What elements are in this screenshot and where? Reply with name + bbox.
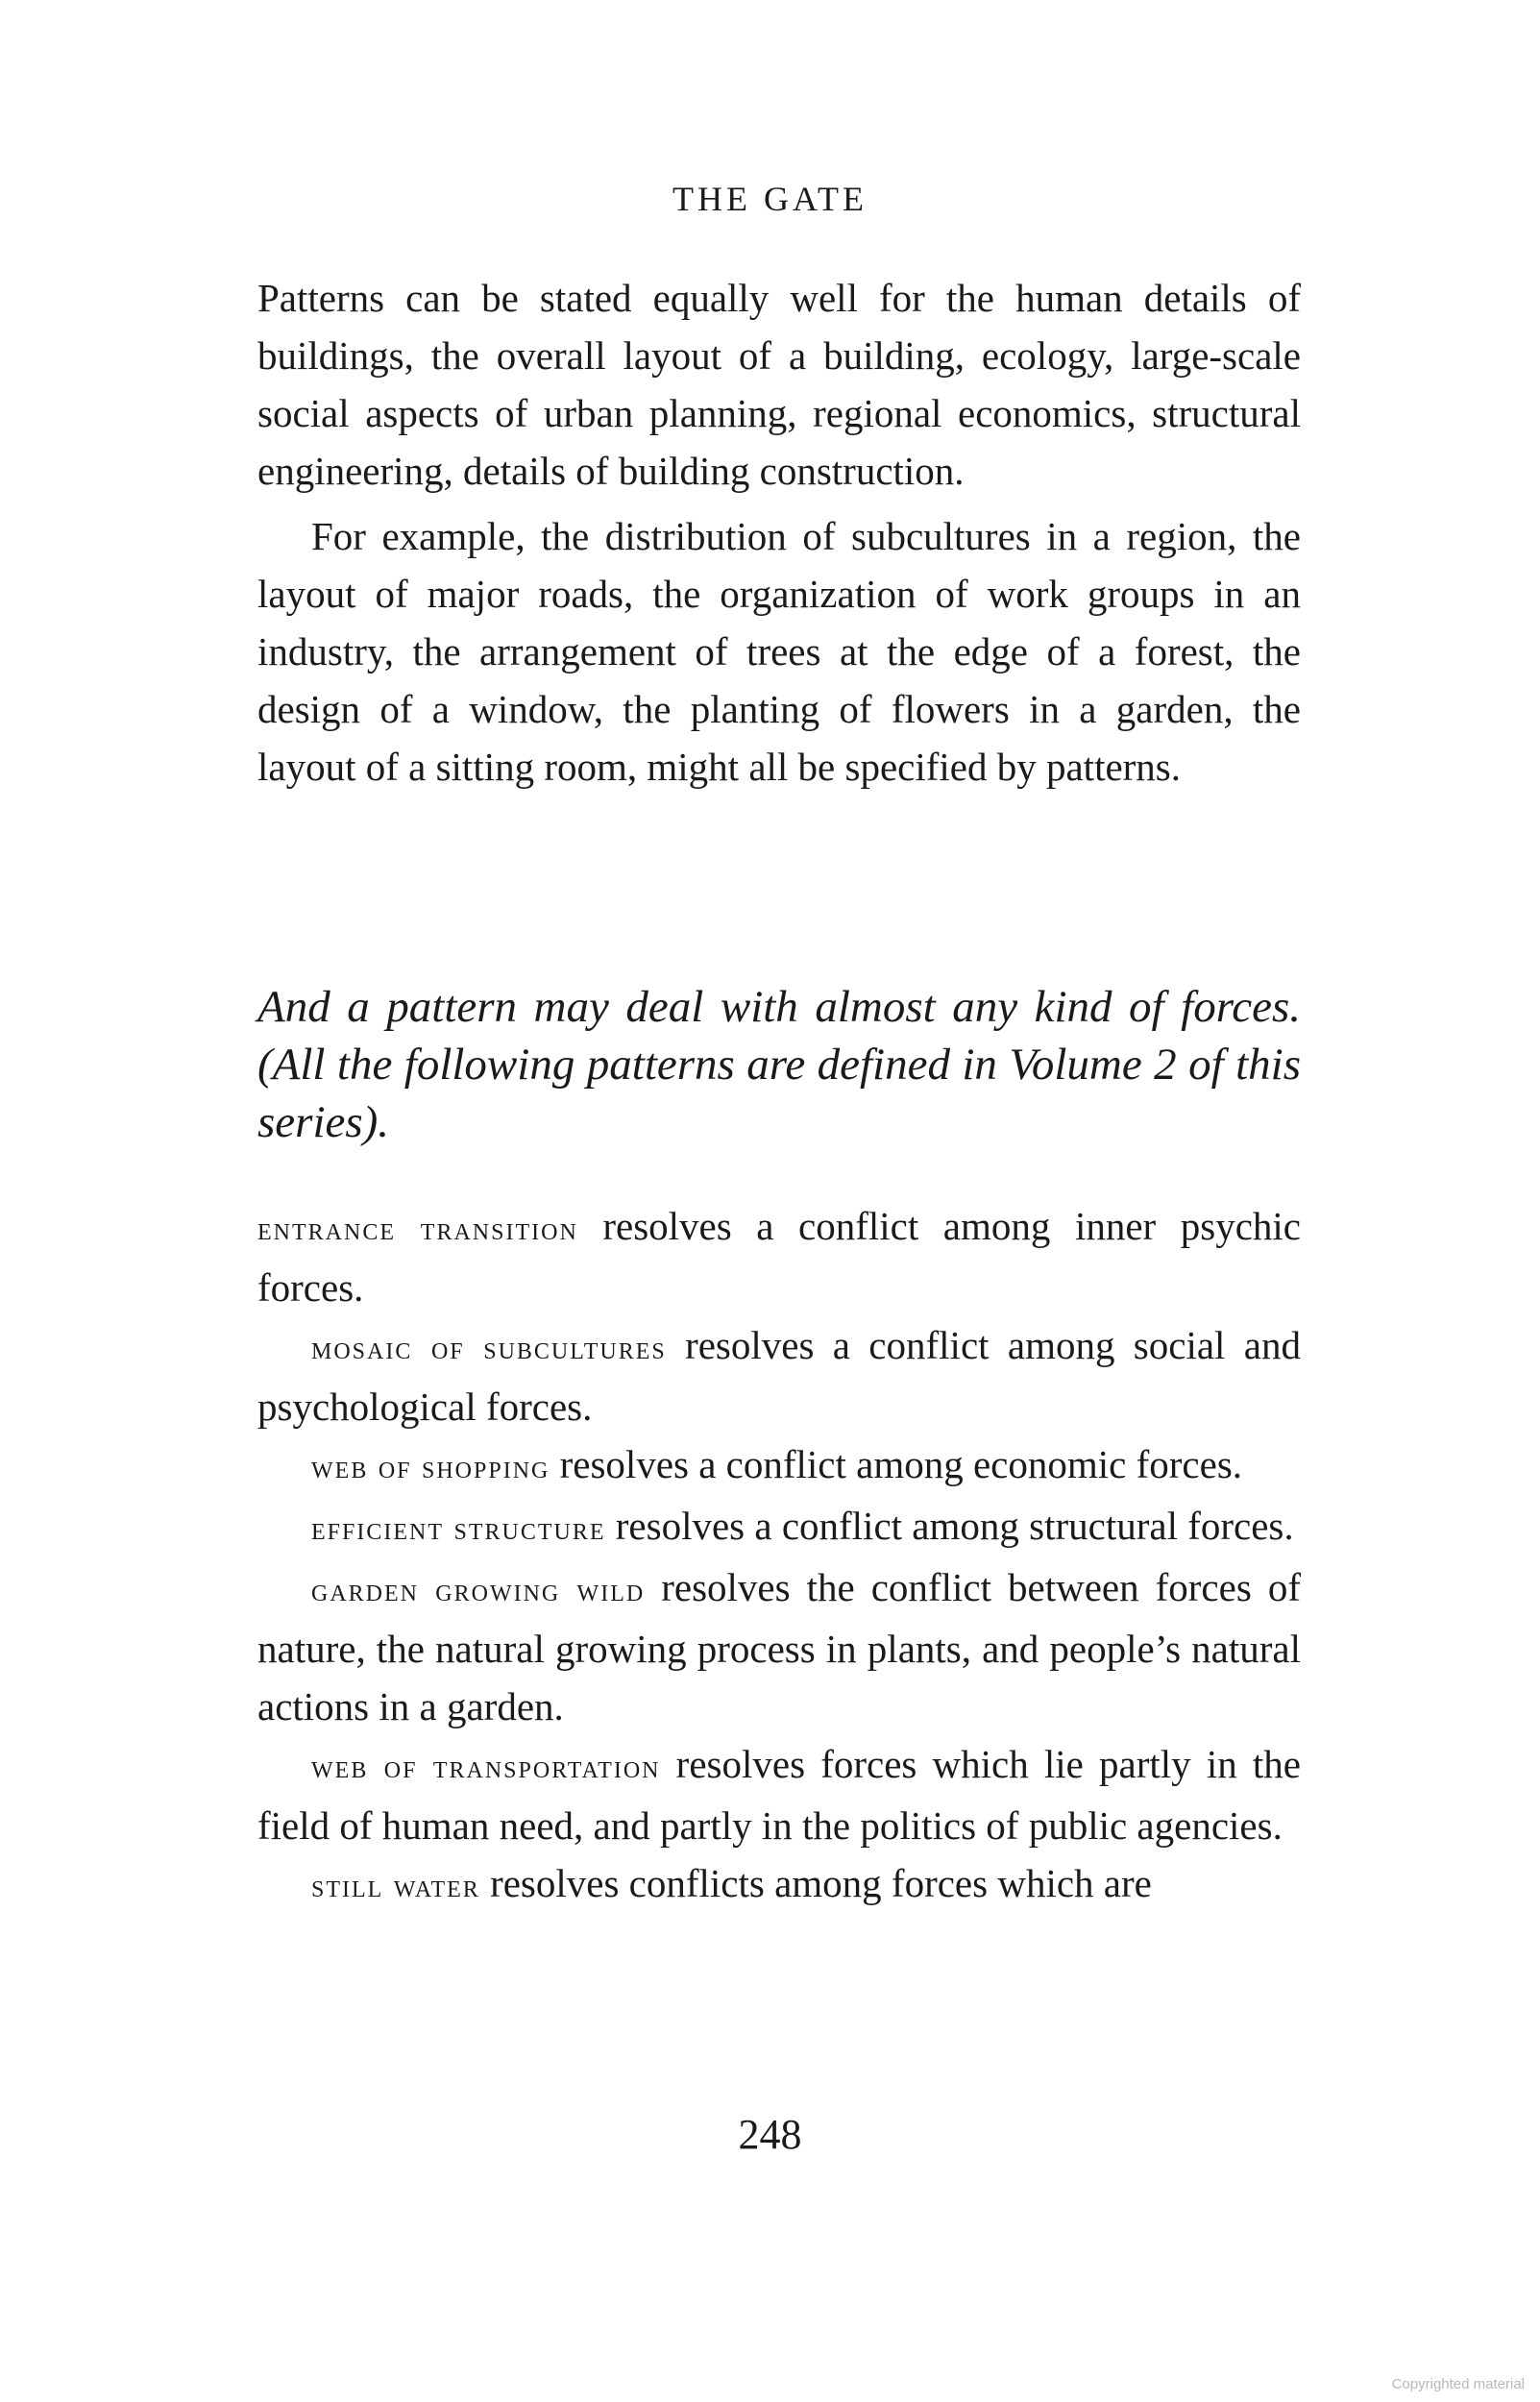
- pattern-description: resolves a conflict among inner psychic forces.: [257, 1204, 1301, 1310]
- pattern-name: still water: [311, 1869, 480, 1904]
- pattern-name: efficient structure: [311, 1511, 606, 1547]
- pattern-example: [257, 1854, 1301, 1916]
- pattern-name: web of shopping: [311, 1450, 550, 1485]
- pattern-name: web of transportation: [311, 1750, 661, 1785]
- pattern-description: resolves a conflict among structural forces.: [605, 1504, 1294, 1548]
- page-number: 248: [738, 2111, 802, 2158]
- intro-section: [257, 269, 1301, 796]
- pattern-example: [257, 1197, 1301, 1316]
- intro-paragraph-1: Patterns can be stated equally well for the human details of buildings, the overall layout of a building, ecology, large-scale social aspects of urban planning, regional economics, structural engineering, details of building construction.: [257, 276, 1301, 493]
- pattern-example: [257, 1435, 1301, 1497]
- pattern-example: [257, 1316, 1301, 1435]
- pattern-description: resolves a conflict among economic forces.: [550, 1442, 1243, 1486]
- pattern-description: resolves the conflict between forces of nature, the natural growing process in plants, and people’s natural actions in a garden.: [257, 1565, 1301, 1728]
- pattern-example: [257, 1735, 1301, 1854]
- pattern-name: entrance transition: [257, 1212, 578, 1247]
- copyright-watermark: Copyrighted material: [1391, 2376, 1525, 2392]
- pattern-name: garden growing wild: [311, 1573, 646, 1608]
- running-head: THE GATE: [672, 180, 868, 218]
- thesis-statement: And a pattern may deal with almost any kind of forces. (All the following patterns are defined in Volume 2 of this series).: [257, 982, 1301, 1147]
- pattern-name: mosaic of subcultures: [311, 1331, 667, 1366]
- pattern-description: resolves conflicts among forces which are: [479, 1861, 1152, 1905]
- pattern-description: resolves forces which lie partly in the field of human need, and partly in the politics of public agencies.: [257, 1742, 1301, 1848]
- intro-paragraph-2: For example, the distribution of subcultures in a region, the layout of major roads, the organization of work groups in an industry, the arrangement of trees at the edge of a forest, the design of a window, the planting of flowers in a garden, the layout of a sitting room, might all be specified by patterns.: [257, 514, 1301, 789]
- pattern-example: [257, 1497, 1301, 1558]
- pattern-example: [257, 1558, 1301, 1735]
- pattern-description: resolves a conflict among social and psychological forces.: [257, 1323, 1301, 1429]
- pattern-examples-list: [257, 1197, 1301, 1916]
